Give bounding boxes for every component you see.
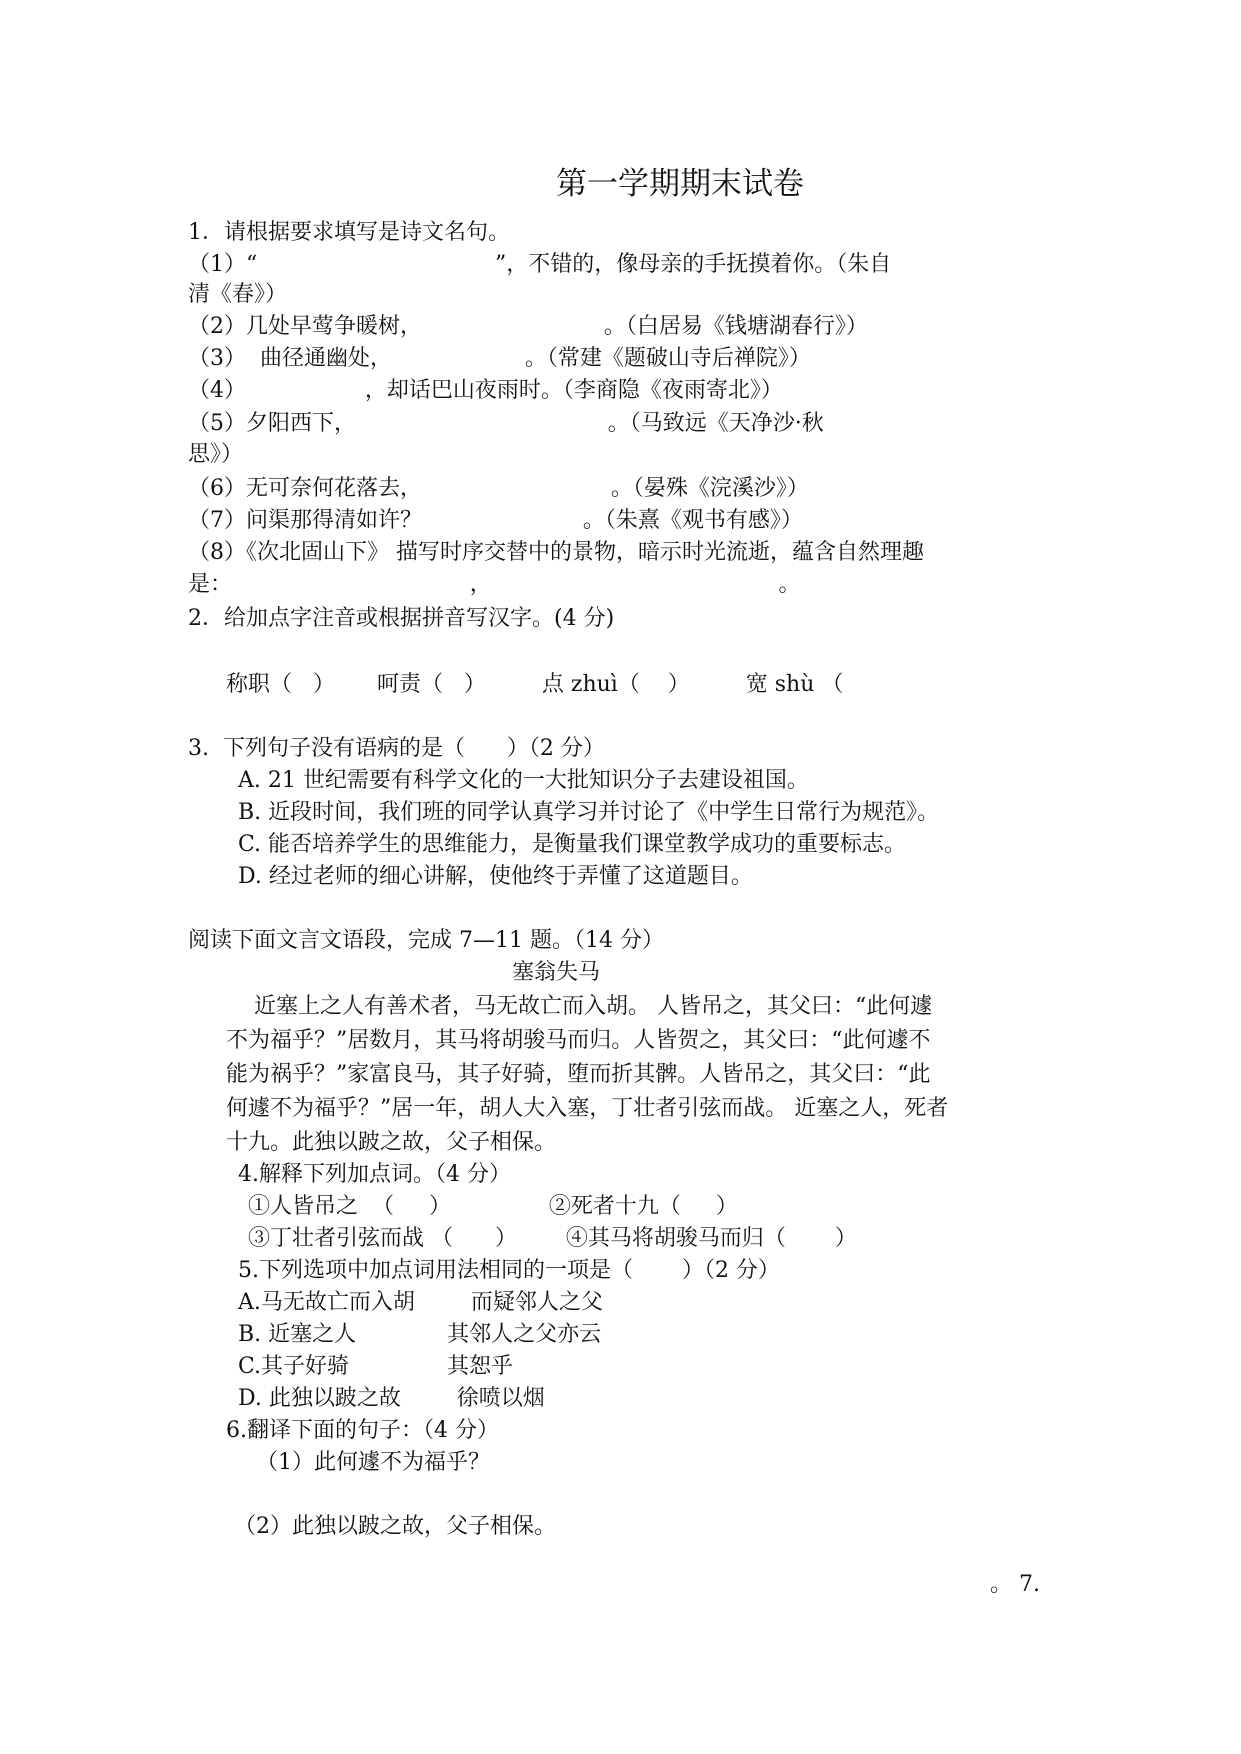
q1-item1-line1: （1）“ ”，不错的，像母亲的手抚摸着你。（朱自 <box>188 252 892 277</box>
passage-line-4: 何遽不为福乎？”居一年，胡人大入塞，丁壮者引弦而战。 近塞之人，死者 <box>226 1096 949 1121</box>
q2-items: 称职（ ） 呵责（ ） 点 zhuì（ ） 宽 shù （ <box>226 672 844 697</box>
q3-option-d: D. 经过老师的细心讲解，使他终于弄懂了这道题目。 <box>238 864 753 889</box>
q1-item1-line2: 清《春》） <box>188 282 288 307</box>
q2-heading: 2．给加点字注音或根据拼音写汉字。(4 分) <box>188 606 615 631</box>
q1-item8-line1: （8）《次北固山下》 描写时序交替中的景物，暗示时光流逝，蕴含自然理趣 <box>188 540 924 565</box>
q4-heading: 4.解释下列加点词。（4 分） <box>238 1162 511 1187</box>
q5-option-d: D. 此独以跛之故 徐喷以烟 <box>238 1386 545 1411</box>
q1-item6: （6）无可奈何花落去， 。（晏殊《浣溪沙》） <box>188 476 809 501</box>
q3-option-c: C. 能否培养学生的思维能力，是衡量我们课堂教学成功的重要标志。 <box>238 832 907 857</box>
passage-line-5: 十九。此独以跛之故，父子相保。 <box>226 1130 557 1155</box>
q6-tail: 。 7. <box>990 1572 1040 1597</box>
q4-row-2: ③丁壮者引弦而战 （ ） ④其马将胡骏马而归（ ） <box>248 1226 857 1251</box>
reading-intro: 阅读下面文言文语段，完成 7—11 题。（14 分） <box>188 928 664 953</box>
q5-heading: 5.下列选项中加点词用法相同的一项是（ ）（2 分） <box>238 1258 780 1283</box>
q1-item2: （2）几处早莺争暖树， 。（白居易《钱塘湖春行》） <box>188 314 868 339</box>
q5-option-c: C.其子好骑 其恕乎 <box>238 1354 513 1379</box>
q1-item5-line2: 思》） <box>188 442 244 467</box>
passage-title: 塞翁失马 <box>512 960 601 985</box>
q1-heading: 1．请根据要求填写是诗文名句。 <box>188 220 510 245</box>
q6-item-1: （1）此何遽不为福乎？ <box>256 1450 490 1475</box>
q1-item4: （4） ，却话巴山夜雨时。（李商隐《夜雨寄北》） <box>188 378 783 403</box>
page-title: 第一学期期末试卷 <box>556 166 804 202</box>
passage-line-2: 不为福乎？”居数月，其马将胡骏马而归。人皆贺之，其父曰：“此何遽不 <box>226 1028 931 1053</box>
passage-line-1: 近塞上之人有善术者，马无故亡而入胡。 人皆吊之，其父曰：“此何遽 <box>226 994 933 1019</box>
q6-heading: 6.翻译下面的句子：（4 分） <box>226 1418 499 1443</box>
q1-item5-line1: （5）夕阳西下， 。（马致远《天净沙·秋 <box>188 411 824 436</box>
q5-option-a: A.马无故亡而入胡 而疑邻人之父 <box>238 1290 603 1315</box>
q1-item7: （7）问渠那得清如许？ 。（朱熹《观书有感》） <box>188 508 803 533</box>
q6-item-2: （2）此独以跛之故，父子相保。 <box>234 1514 556 1539</box>
q3-option-a: A. 21 世纪需要有科学文化的一大批知识分子去建设祖国。 <box>238 768 809 793</box>
q3-heading: 3. 下列句子没有语病的是（ ）（2 分） <box>188 736 605 761</box>
q5-option-b: B. 近塞之人 其邻人之父亦云 <box>238 1322 602 1347</box>
q1-item8-line2: 是： ， 。 <box>188 572 801 597</box>
q1-item3: （3） 曲径通幽处， 。（常建《题破山寺后禅院》） <box>188 346 811 371</box>
q3-option-b: B. 近段时间，我们班的同学认真学习并讨论了《中学生日常行为规范》。 <box>238 800 940 825</box>
passage-line-3: 能为祸乎？”家富良马，其子好骑，堕而折其髀。人皆吊之，其父曰：“此 <box>226 1062 931 1087</box>
q4-row-1: ①人皆吊之 （ ） ②死者十九（ ） <box>248 1194 738 1219</box>
